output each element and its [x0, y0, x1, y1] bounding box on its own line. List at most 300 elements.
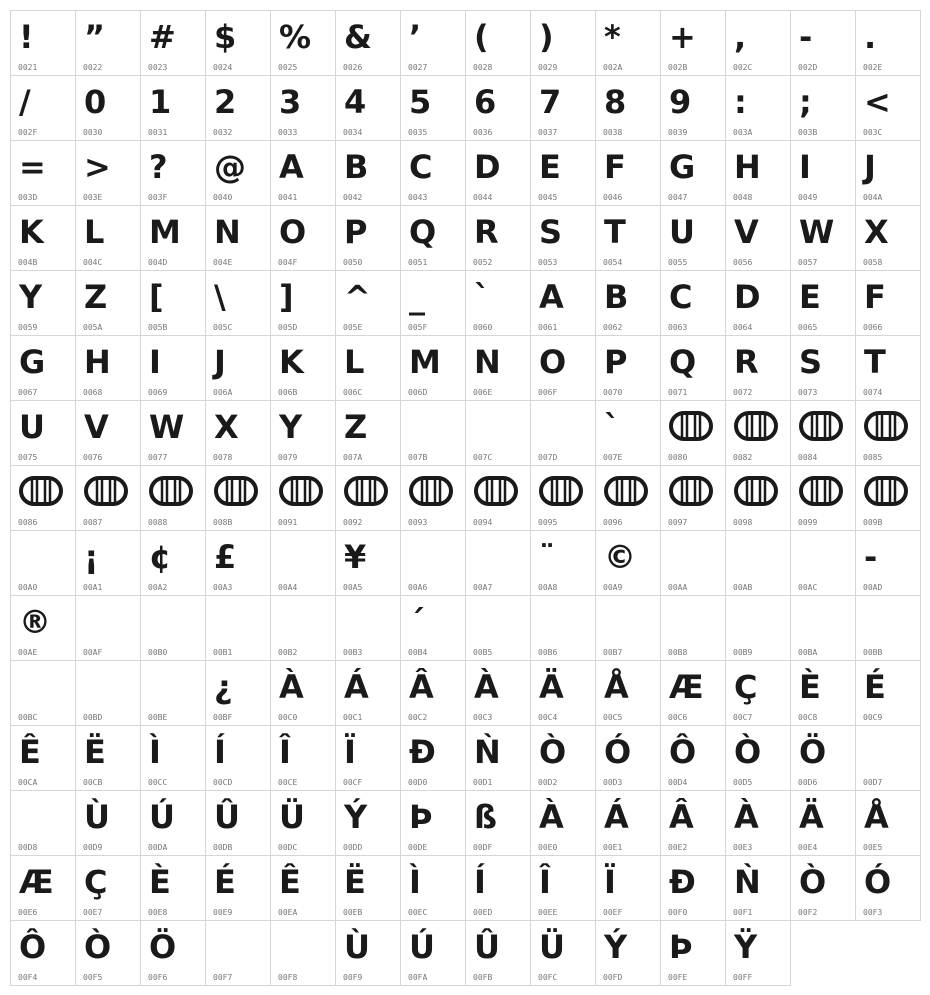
glyph-cell: [726, 206, 791, 271]
glyph-code-label: 0023: [148, 63, 168, 72]
glyph-cell: [76, 661, 141, 726]
glyph-cell: [11, 76, 76, 141]
glyph-char: ¿: [214, 668, 233, 706]
glyph-cell: [11, 401, 76, 466]
glyph-cell: [336, 11, 401, 76]
glyph-cell: [141, 466, 206, 531]
glyph-code-label: 00CF: [343, 778, 363, 787]
glyph-cell: [466, 401, 531, 466]
glyph-char: G: [669, 148, 696, 186]
undefined-glyph-icon: [604, 476, 648, 506]
glyph-char: ,: [734, 18, 747, 56]
glyph-char: Ô: [669, 733, 697, 771]
glyph-code-label: 00E5: [863, 843, 883, 852]
glyph-cell: [141, 726, 206, 791]
glyph-cell: [336, 596, 401, 661]
glyph-cell: [271, 856, 336, 921]
glyph-cell: [271, 271, 336, 336]
glyph-char: Ê: [279, 863, 301, 901]
glyph-char: ®: [19, 603, 51, 641]
glyph-cell: [466, 661, 531, 726]
glyph-cell: [791, 76, 856, 141]
glyph-char: É: [214, 863, 236, 901]
glyph-char: Ä: [539, 668, 564, 706]
glyph-char: Í: [214, 733, 226, 771]
glyph-char: Å: [864, 798, 889, 836]
glyph-cell: [336, 466, 401, 531]
glyph-cell: [791, 791, 856, 856]
glyph-cell: [466, 791, 531, 856]
glyph-cell: [141, 76, 206, 141]
glyph-cell: [856, 856, 921, 921]
glyph-code-label: 003E: [83, 193, 103, 202]
glyph-code-label: 005D: [278, 323, 298, 332]
glyph-char: Ü: [539, 928, 565, 966]
glyph-code-label: 0025: [278, 63, 298, 72]
glyph-cell: [466, 76, 531, 141]
glyph-cell: [726, 141, 791, 206]
glyph-cell: [531, 856, 596, 921]
glyph-char: Y: [279, 408, 303, 446]
glyph-cell: [141, 336, 206, 401]
glyph-code-label: 00AA: [668, 583, 688, 592]
glyph-code-label: 0061: [538, 323, 558, 332]
glyph-code-label: 0029: [538, 63, 558, 72]
undefined-glyph-icon: [149, 476, 193, 506]
glyph-char: -: [864, 538, 878, 576]
glyph-cell: [141, 141, 206, 206]
undefined-glyph-icon: [84, 476, 128, 506]
glyph-code-label: 003D: [18, 193, 38, 202]
glyph-code-label: 0075: [18, 453, 38, 462]
glyph-cell: [661, 336, 726, 401]
glyph-code-label: 00D1: [473, 778, 493, 787]
glyph-code-label: 0052: [473, 258, 493, 267]
glyph-cell: [401, 466, 466, 531]
glyph-char: Ç: [84, 863, 108, 901]
glyph-code-label: 00BD: [83, 713, 103, 722]
glyph-code-label: 0036: [473, 128, 493, 137]
glyph-cell: [271, 726, 336, 791]
glyph-cell: [141, 271, 206, 336]
glyph-code-label: 00E1: [603, 843, 623, 852]
glyph-code-label: 0077: [148, 453, 168, 462]
glyph-char: !: [19, 18, 34, 56]
glyph-char: Ù: [344, 928, 370, 966]
glyph-cell: [531, 726, 596, 791]
glyph-cell: [596, 336, 661, 401]
glyph-char: Ò: [734, 733, 762, 771]
glyph-code-label: 00D7: [863, 778, 883, 787]
glyph-char: 6: [474, 83, 497, 121]
glyph-char: Þ: [409, 798, 433, 836]
glyph-cell: [596, 401, 661, 466]
undefined-glyph-icon: [734, 476, 778, 506]
glyph-code-label: 0037: [538, 128, 558, 137]
glyph-cell: [466, 271, 531, 336]
glyph-cell: [401, 206, 466, 271]
glyph-char: K: [19, 213, 44, 251]
glyph-cell: [271, 466, 336, 531]
glyph-code-label: 00D4: [668, 778, 688, 787]
glyph-code-label: 0084: [798, 453, 818, 462]
glyph-char: _: [409, 278, 425, 316]
glyph-char: N: [474, 343, 501, 381]
glyph-code-label: 00D6: [798, 778, 818, 787]
glyph-cell: [401, 921, 466, 986]
glyph-char: Ú: [149, 798, 175, 836]
glyph-cell: [206, 336, 271, 401]
glyph-code-label: 0022: [83, 63, 103, 72]
glyph-char: Ä: [799, 798, 824, 836]
glyph-code-label: 0062: [603, 323, 623, 332]
glyph-char: £: [214, 538, 237, 576]
glyph-code-label: 004F: [278, 258, 298, 267]
glyph-cell: [791, 466, 856, 531]
glyph-char: :: [734, 83, 747, 121]
glyph-code-label: 00F4: [18, 973, 38, 982]
glyph-cell: [791, 661, 856, 726]
glyph-cell: [466, 466, 531, 531]
glyph-char: N: [214, 213, 241, 251]
glyph-code-label: 0067: [18, 388, 38, 397]
glyph-cell: [596, 11, 661, 76]
glyph-char: Ö: [799, 733, 827, 771]
glyph-cell: [726, 921, 791, 986]
glyph-code-label: 00DD: [343, 843, 363, 852]
glyph-code-label: 00A7: [473, 583, 493, 592]
glyph-code-label: 0071: [668, 388, 688, 397]
glyph-cell: [11, 596, 76, 661]
glyph-cell: [661, 596, 726, 661]
glyph-cell: [76, 336, 141, 401]
glyph-code-label: 0091: [278, 518, 298, 527]
glyph-char: X: [864, 213, 889, 251]
glyph-code-label: 00E0: [538, 843, 558, 852]
glyph-cell: [141, 401, 206, 466]
glyph-char: V: [734, 213, 759, 251]
glyph-char: ’: [409, 18, 422, 56]
glyph-code-label: 0046: [603, 193, 623, 202]
glyph-cell: [336, 661, 401, 726]
glyph-code-label: 00D9: [83, 843, 103, 852]
glyph-grid: [10, 10, 921, 986]
glyph-cell: [141, 596, 206, 661]
glyph-cell: [401, 661, 466, 726]
glyph-char: Ó: [604, 733, 632, 771]
glyph-cell: [206, 76, 271, 141]
glyph-code-label: 00D2: [538, 778, 558, 787]
glyph-code-label: 002F: [18, 128, 38, 137]
glyph-code-label: 0063: [668, 323, 688, 332]
glyph-char: È: [799, 668, 821, 706]
glyph-cell: [76, 921, 141, 986]
glyph-cell: [141, 531, 206, 596]
glyph-char: ^: [344, 278, 371, 316]
glyph-code-label: 0096: [603, 518, 623, 527]
glyph-char: U: [19, 408, 45, 446]
glyph-char: Ó: [864, 863, 892, 901]
glyph-code-label: 00AB: [733, 583, 753, 592]
glyph-char: Ÿ: [734, 928, 758, 966]
glyph-cell: [791, 11, 856, 76]
glyph-cell: [726, 336, 791, 401]
glyph-code-label: 0035: [408, 128, 428, 137]
glyph-code-label: 0099: [798, 518, 818, 527]
glyph-cell: [661, 11, 726, 76]
glyph-cell: [141, 11, 206, 76]
glyph-code-label: 0038: [603, 128, 623, 137]
glyph-code-label: 00D3: [603, 778, 623, 787]
glyph-cell: [531, 921, 596, 986]
glyph-cell: [791, 206, 856, 271]
glyph-cell: [76, 726, 141, 791]
glyph-code-label: 00A4: [278, 583, 298, 592]
glyph-char: ;: [799, 83, 812, 121]
undefined-glyph-icon: [474, 476, 518, 506]
glyph-code-label: 00EE: [538, 908, 558, 917]
glyph-code-label: 00FC: [538, 973, 558, 982]
glyph-char: P: [604, 343, 628, 381]
glyph-code-label: 00B7: [603, 648, 623, 657]
glyph-cell: [531, 401, 596, 466]
glyph-char: ¨: [539, 538, 555, 576]
glyph-cell: [466, 921, 531, 986]
glyph-cell: [11, 271, 76, 336]
glyph-cell: [661, 141, 726, 206]
glyph-char: -: [799, 18, 813, 56]
glyph-char: Å: [604, 668, 629, 706]
glyph-cell: [856, 401, 921, 466]
undefined-glyph-icon: [214, 476, 258, 506]
glyph-code-label: 00A8: [538, 583, 558, 592]
glyph-cell: [206, 596, 271, 661]
glyph-cell: [661, 76, 726, 141]
glyph-cell: [206, 271, 271, 336]
glyph-cell: [11, 661, 76, 726]
glyph-cell: [76, 401, 141, 466]
glyph-cell: [141, 791, 206, 856]
glyph-cell: [336, 76, 401, 141]
glyph-cell: [466, 336, 531, 401]
glyph-code-label: 00B2: [278, 648, 298, 657]
glyph-cell: [401, 76, 466, 141]
glyph-char: Q: [669, 343, 697, 381]
glyph-cell: [531, 466, 596, 531]
glyph-char: G: [19, 343, 46, 381]
glyph-char: +: [669, 18, 696, 56]
glyph-code-label: 00F2: [798, 908, 818, 917]
glyph-code-label: 006D: [408, 388, 428, 397]
glyph-code-label: 005B: [148, 323, 168, 332]
glyph-cell: [531, 11, 596, 76]
glyph-char: Í: [474, 863, 486, 901]
glyph-code-label: 00A9: [603, 583, 623, 592]
glyph-cell: [466, 596, 531, 661]
glyph-code-label: 0087: [83, 518, 103, 527]
glyph-char: 9: [669, 83, 692, 121]
glyph-cell: [726, 596, 791, 661]
glyph-cell: [596, 271, 661, 336]
undefined-glyph-icon: [864, 476, 908, 506]
undefined-glyph-icon: [864, 411, 908, 441]
glyph-char: #: [149, 18, 176, 56]
glyph-cell: [11, 336, 76, 401]
undefined-glyph-icon: [734, 411, 778, 441]
glyph-cell: [401, 11, 466, 76]
glyph-cell: [596, 791, 661, 856]
glyph-code-label: 005C: [213, 323, 233, 332]
glyph-cell: [401, 726, 466, 791]
glyph-cell: [856, 11, 921, 76]
glyph-code-label: 0074: [863, 388, 883, 397]
glyph-char: 5: [409, 83, 432, 121]
glyph-char: U: [669, 213, 695, 251]
glyph-cell: [661, 466, 726, 531]
glyph-code-label: 00B9: [733, 648, 753, 657]
glyph-cell: [271, 11, 336, 76]
glyph-code-label: 0030: [83, 128, 103, 137]
glyph-code-label: 00A5: [343, 583, 363, 592]
glyph-char: .: [864, 18, 877, 56]
glyph-code-label: 002A: [603, 63, 623, 72]
glyph-cell: [11, 921, 76, 986]
glyph-code-label: 00C8: [798, 713, 818, 722]
glyph-char: Y: [19, 278, 43, 316]
glyph-code-label: 0088: [148, 518, 168, 527]
glyph-char: Ú: [409, 928, 435, 966]
glyph-char: Ù: [84, 798, 110, 836]
glyph-char: P: [344, 213, 368, 251]
glyph-cell: [531, 791, 596, 856]
glyph-cell: [206, 401, 271, 466]
glyph-code-label: 00DF: [473, 843, 493, 852]
glyph-cell: [11, 856, 76, 921]
undefined-glyph-icon: [799, 411, 843, 441]
glyph-cell: [531, 596, 596, 661]
glyph-code-label: 004A: [863, 193, 883, 202]
glyph-cell: [206, 791, 271, 856]
glyph-cell: [726, 531, 791, 596]
glyph-cell: [271, 596, 336, 661]
glyph-char: &: [344, 18, 372, 56]
glyph-cell: [76, 11, 141, 76]
glyph-cell: [271, 336, 336, 401]
glyph-code-label: 0094: [473, 518, 493, 527]
glyph-char: \: [214, 278, 226, 316]
glyph-code-label: 00FA: [408, 973, 428, 982]
glyph-code-label: 003F: [148, 193, 168, 202]
glyph-code-label: 00DB: [213, 843, 233, 852]
glyph-char: Ç: [734, 668, 758, 706]
glyph-char: W: [799, 213, 835, 251]
glyph-cell: [11, 11, 76, 76]
glyph-code-label: 007C: [473, 453, 493, 462]
glyph-code-label: 00CA: [18, 778, 38, 787]
glyph-code-label: 00B1: [213, 648, 233, 657]
glyph-char: Î: [539, 863, 551, 901]
glyph-code-label: 00C3: [473, 713, 493, 722]
glyph-char: E: [799, 278, 821, 316]
glyph-cell: [11, 466, 76, 531]
glyph-cell: [661, 206, 726, 271]
glyph-cell: [401, 531, 466, 596]
glyph-cell: [11, 141, 76, 206]
glyph-code-label: 004E: [213, 258, 233, 267]
glyph-char: Ï: [344, 733, 356, 771]
glyph-code-label: 004D: [148, 258, 168, 267]
glyph-code-label: 006F: [538, 388, 558, 397]
glyph-code-label: 0043: [408, 193, 428, 202]
glyph-cell: [336, 921, 401, 986]
glyph-char: S: [799, 343, 823, 381]
glyph-code-label: 007B: [408, 453, 428, 462]
glyph-char: [: [149, 278, 164, 316]
glyph-code-label: 00A1: [83, 583, 103, 592]
glyph-cell: [76, 76, 141, 141]
glyph-cell: [11, 726, 76, 791]
glyph-cell: [466, 206, 531, 271]
glyph-cell: [596, 661, 661, 726]
glyph-char: Þ: [669, 928, 693, 966]
glyph-cell: [661, 726, 726, 791]
glyph-code-label: 0073: [798, 388, 818, 397]
glyph-cell: [726, 661, 791, 726]
glyph-code-label: 00E8: [148, 908, 168, 917]
glyph-char: Á: [604, 798, 629, 836]
glyph-code-label: 0050: [343, 258, 363, 267]
glyph-cell: [531, 661, 596, 726]
glyph-code-label: 00C7: [733, 713, 753, 722]
glyph-code-label: 0078: [213, 453, 233, 462]
glyph-code-label: 0064: [733, 323, 753, 332]
undefined-glyph-icon: [279, 476, 323, 506]
glyph-char: V: [84, 408, 109, 446]
glyph-char: <: [864, 83, 891, 121]
glyph-code-label: 00E3: [733, 843, 753, 852]
glyph-code-label: 00B6: [538, 648, 558, 657]
glyph-char: 8: [604, 83, 627, 121]
glyph-char: ¥: [344, 538, 367, 576]
glyph-code-label: 00B8: [668, 648, 688, 657]
glyph-code-label: 00A6: [408, 583, 428, 592]
glyph-char: ß: [474, 798, 498, 836]
glyph-char: B: [344, 148, 369, 186]
glyph-char: Ð: [409, 733, 436, 771]
glyph-code-label: 0049: [798, 193, 818, 202]
glyph-code-label: 00E7: [83, 908, 103, 917]
glyph-code-label: 00DC: [278, 843, 298, 852]
glyph-code-label: 0059: [18, 323, 38, 332]
glyph-char: R: [734, 343, 759, 381]
glyph-cell: [466, 726, 531, 791]
glyph-code-label: 0058: [863, 258, 883, 267]
glyph-code-label: 0057: [798, 258, 818, 267]
glyph-char: I: [149, 343, 161, 381]
glyph-char: 3: [279, 83, 302, 121]
glyph-char: B: [604, 278, 629, 316]
glyph-code-label: 00E6: [18, 908, 38, 917]
glyph-code-label: 00E9: [213, 908, 233, 917]
glyph-char: J: [214, 343, 226, 381]
glyph-char: Â: [409, 668, 434, 706]
glyph-code-label: 006C: [343, 388, 363, 397]
glyph-code-label: 0065: [798, 323, 818, 332]
glyph-char: D: [474, 148, 501, 186]
glyph-cell: [76, 531, 141, 596]
glyph-code-label: 008B: [213, 518, 233, 527]
glyph-code-label: 0054: [603, 258, 623, 267]
